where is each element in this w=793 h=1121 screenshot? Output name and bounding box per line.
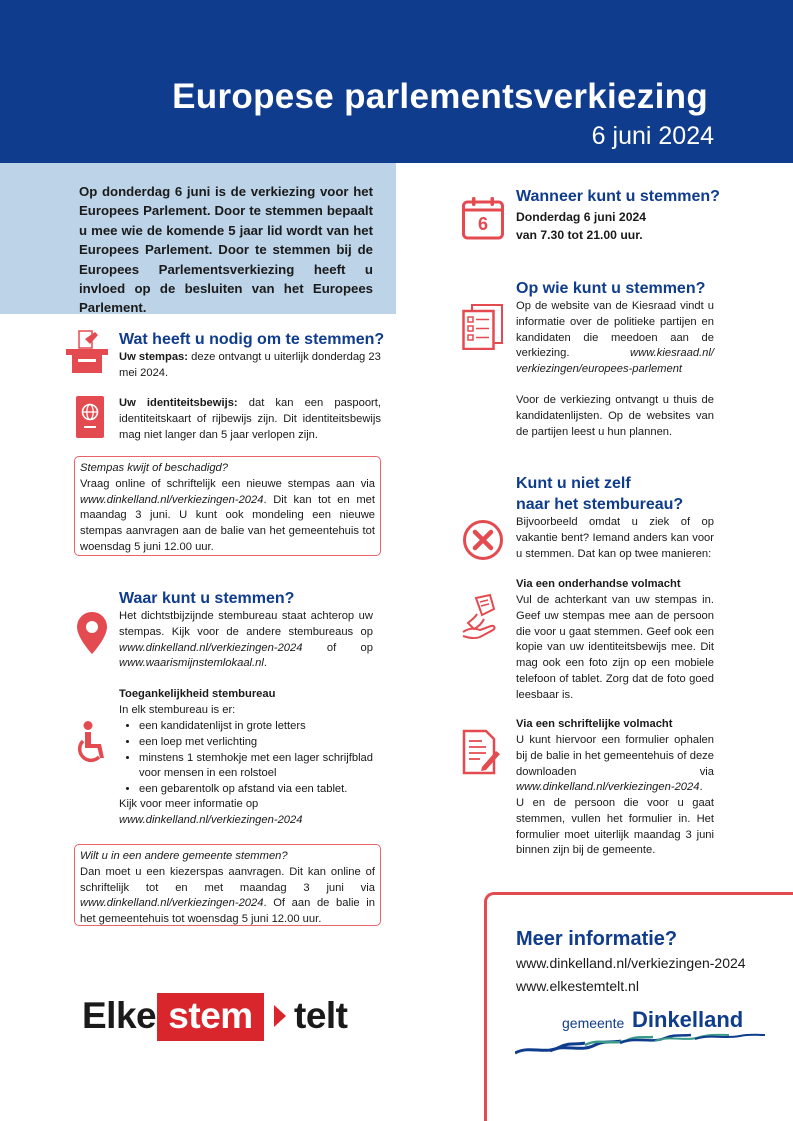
when-heading: Wanneer kunt u stemmen?	[516, 188, 720, 205]
access-item: • een loep met verlichting	[139, 735, 373, 751]
written-link[interactable]: www.dinkelland.nl/verkiezingen-2024	[516, 781, 700, 794]
other-text-1: Dan moet u een kiezerspas aanvragen. Dit kan online of schriftelijk tot en met maandag 3 juni via	[80, 865, 375, 894]
where-text-2: of op	[326, 641, 373, 654]
other-title: Wilt u in een andere gemeente stemmen?	[80, 850, 288, 862]
lost-title: Stempas kwijt of beschadigd?	[80, 462, 229, 474]
more-info-heading: Meer informatie?	[516, 928, 678, 950]
where-text-1: Het dichtstbijzijnde stembureau staat achterop uw stempas. Kijk voor de andere stembureaus op	[119, 610, 373, 638]
other-text-2: . Of aan de balie in het gemeentehuis tot woensdag 5 juni 12.00 uur.	[80, 897, 375, 926]
more-info-link-1[interactable]: www.dinkelland.nl/verkiezingen-2024	[516, 955, 746, 971]
when-line-1: Donderdag 6 juni 2024	[516, 210, 647, 224]
other-link[interactable]: www.dinkelland.nl/verkiezingen-2024	[80, 897, 264, 910]
who-text-1: Op de website van de Kiesraad vindt u informatie over de politieke partijen en kandidaten die meedoen aan de verkiezing.	[516, 300, 714, 360]
who-paragraph	[516, 299, 714, 378]
stempas-label: Uw stempas:	[119, 351, 189, 363]
where-heading: Waar kunt u stemmen?	[119, 590, 295, 607]
access-item: • minstens 1 stemhokje met een lager schrijfblad voor mensen in een rolstoel	[139, 751, 373, 783]
ballot-box-icon	[65, 329, 109, 375]
wheelchair-icon	[77, 721, 107, 767]
logo-telt-text: telt	[294, 995, 348, 1036]
lost-text-2: . Dit kan tot en met maandag 3 juni. U kunt ook mondeling een nieuwe stempas aanvragen aan de balie van het gemeentehuis tot woensdag 5 juni 12.00 uur.	[80, 493, 375, 553]
access-list-wrap	[119, 719, 373, 798]
access-item: • een gebarentolk op afstand via een tablet.	[139, 782, 373, 798]
access-title: Toegankelijkheid stembureau	[119, 688, 276, 700]
intro-text: Op donderdag 6 juni is de verkiezing voor het Europees Parlement. Door te stemmen bepaalt u mee wie de komende 5 jaar lid wordt van het Europees Parlement. Door te stemmen bij de Europees Parlementsverkiezing heeft u invloed op de besluiten van het Europees Parlement.	[79, 184, 373, 316]
more-info-link-2[interactable]: www.elkestemtelt.nl	[516, 978, 639, 994]
form-document-icon	[462, 729, 502, 775]
where-text-3: .	[263, 657, 267, 670]
written-text-2: .	[699, 781, 703, 794]
written-proxy-title: Via een schriftelijke volmacht	[516, 718, 673, 730]
stempas-text: deze ontvangt u uiterlijk donderdag 23 mei 2024.	[119, 351, 381, 379]
calendar-number: 6	[477, 214, 488, 234]
logo-elke-text: Elke	[82, 995, 157, 1036]
stempas-paragraph	[119, 350, 381, 382]
logo-dinkelland-text: Dinkelland	[632, 1007, 744, 1032]
proxy-heading-1: Kunt u niet zelf	[516, 475, 631, 492]
logo-gemeente-text: gemeente	[562, 1015, 625, 1031]
lost-text-1: Vraag online of schriftelijk een nieuwe stempas aan via	[80, 477, 375, 490]
where-link-2[interactable]: www.waarismijnstemlokaal.nl	[119, 657, 264, 670]
page-title: Europese parlementsverkiezing	[172, 77, 708, 116]
location-pin-icon	[77, 612, 107, 654]
written-text-3: U en de persoon die voor u gaat stemmen, vullen het formulier in. Het formulier moet uiterlijk maandag 3 juni binnen zijn bij de gemeente.	[516, 797, 714, 857]
dinkelland-waves-logo	[515, 1033, 765, 1058]
access-more-text: Kijk voor meer informatie op	[119, 798, 259, 810]
private-proxy-title: Via een onderhandse volmacht	[516, 578, 681, 590]
access-intro: In elk stembureau is er:	[119, 704, 236, 716]
private-proxy-text: Vul de achterkant van uw stempas in. Geef uw stempas mee aan de persoon die voor u gaat stemmen. Geef ook een kopie van uw identiteitsbewijs mee. Dit mag ook een foto zijn op een mobiele telefoon of tablet. Zorg dat de foto goed leesbaar is.	[516, 594, 714, 701]
when-line-2: van 7.30 tot 21.00 uur.	[516, 228, 643, 242]
proxy-heading-2: naar het stembureau?	[516, 496, 684, 513]
play-arrow-icon	[274, 1005, 286, 1027]
id-label: Uw identiteitsbewijs:	[119, 397, 238, 409]
written-proxy-paragraph	[516, 733, 714, 796]
hand-document-icon	[462, 594, 500, 642]
other-municipality-box	[74, 844, 381, 926]
access-item: • een kandidatenlijst in grote letters	[139, 719, 373, 735]
who-heading: Op wie kunt u stemmen?	[516, 280, 706, 297]
where-paragraph	[119, 609, 373, 672]
who-link[interactable]: www.kiesraad.nl/ verkiezingen/europees-parlement	[516, 347, 714, 376]
id-paragraph	[119, 396, 381, 443]
passport-icon	[76, 396, 104, 438]
who-text-2: Voor de verkiezing ontvangt u thuis de kandidatenlijsten. Op de websites van de partijen leest u hun plannen.	[516, 394, 714, 438]
where-link-1[interactable]: www.dinkelland.nl/verkiezingen-2024	[119, 641, 303, 654]
logo-stem-text: stem	[157, 993, 264, 1041]
access-more-link[interactable]: www.dinkelland.nl/verkiezingen-2024	[119, 814, 303, 826]
cross-circle-icon	[462, 519, 504, 561]
lost-link[interactable]: www.dinkelland.nl/verkiezingen-2024	[80, 493, 264, 506]
written-text-1: U kunt hiervoor een formulier ophalen bij de balie in het gemeentehuis of deze downloaden via	[516, 734, 714, 778]
needed-heading: Wat heeft u nodig om te stemmen?	[119, 331, 385, 348]
proxy-intro: Bijvoorbeeld omdat u ziek of op vakantie bent? Iemand anders kan voor u stemmen. Dat kan op twee manieren:	[516, 516, 714, 560]
election-date: 6 juni 2024	[591, 122, 714, 150]
access-list	[119, 719, 373, 798]
id-text: dat kan een paspoort, identiteitskaart of rijbewijs zijn. Dit identiteitsbewijs mag niet langer dan 5 jaar verlopen zijn.	[119, 397, 381, 441]
lost-stempas-box	[74, 456, 381, 556]
candidate-list-icon	[462, 304, 504, 350]
